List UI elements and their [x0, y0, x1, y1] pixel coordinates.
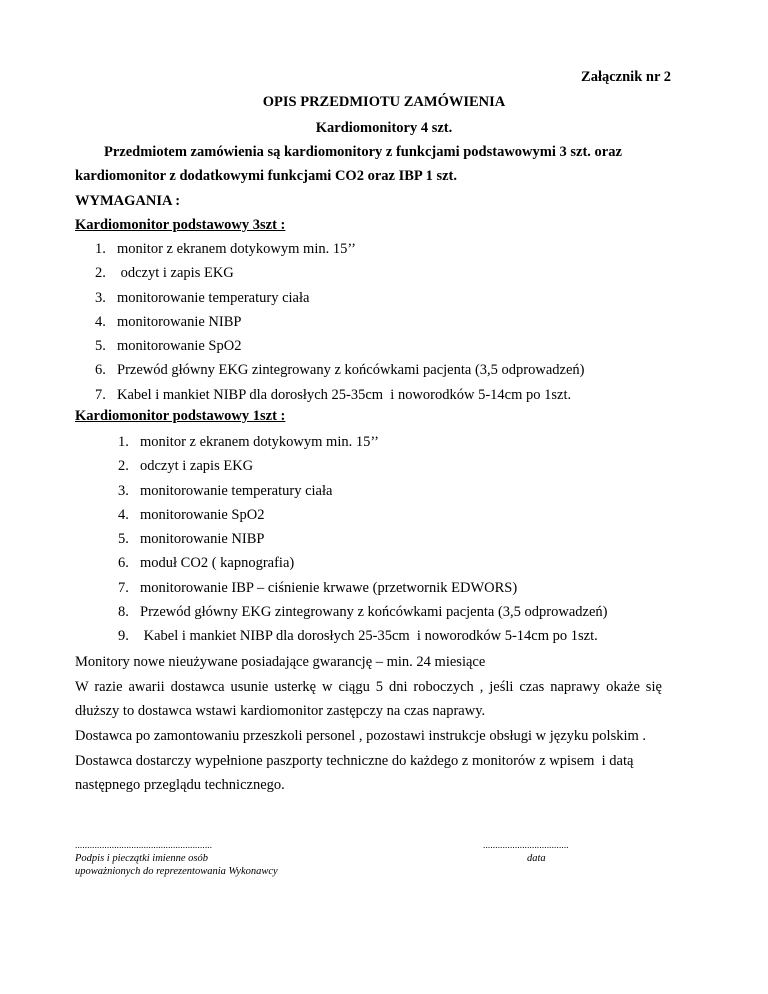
attachment-label: Załącznik nr 2: [581, 69, 671, 85]
list-item-text: Kabel i mankiet NIBP dla dorosłych 25-35cm i noworodków 5-14cm po 1szt.: [117, 386, 572, 403]
list-item-text: monitorowanie NIBP: [140, 531, 265, 548]
section2-title: Kardiomonitor podstawowy 1szt :: [75, 408, 286, 424]
signature-label-left: [75, 852, 278, 878]
list-item-text: monitor z ekranem dotykowym min. 15’’: [117, 241, 356, 257]
list-item: [95, 264, 584, 288]
warranty-paragraph: Monitory nowe nieużywane posiadające gwarancję – min. 24 miesiące: [75, 654, 486, 670]
list-item: [118, 457, 607, 481]
list-item-text: monitorowanie temperatury ciała: [140, 482, 333, 499]
list-item-text: moduł CO2 ( kapnografia): [140, 555, 295, 572]
list-item: [95, 386, 584, 410]
date-label: data: [527, 853, 546, 864]
list-item-number: 1.: [118, 434, 129, 450]
list-item-number: 1.: [95, 241, 106, 257]
passport-paragraph-line-2: następnego przeglądu technicznego.: [75, 777, 285, 793]
signature-label-line-1: Podpis i pieczątki imienne osób: [75, 853, 208, 864]
list-item: [118, 506, 607, 530]
list-item-text: monitorowanie temperatury ciała: [117, 289, 310, 306]
repair-paragraph-line-2: dłuższy to dostawca wstawi kardiomonitor zastępczy na czas naprawy.: [75, 703, 486, 719]
list-item-text: Kabel i mankiet NIBP dla dorosłych 25-35cm i noworodków 5-14cm po 1szt.: [140, 628, 598, 645]
list-item-number: 5.: [95, 338, 106, 355]
list-item-number: 4.: [95, 313, 106, 330]
list-item-text: odczyt i zapis EKG: [117, 265, 234, 282]
intro-line-1: Przedmiotem zamówienia są kardiomonitory z funkcjami podstawowymi 3 szt. oraz: [104, 144, 622, 160]
document-subtitle: Kardiomonitory 4 szt.: [315, 120, 453, 136]
list-item: [95, 289, 584, 313]
list-item: [118, 482, 607, 506]
list-item-number: 9.: [118, 628, 129, 645]
list-item-text: monitorowanie SpO2: [140, 506, 265, 523]
signature-line-left: ........................................................: [75, 840, 213, 850]
signature-line-right: ...................................: [483, 840, 569, 850]
passport-paragraph-line-1: Dostawca dostarczy wypełnione paszporty techniczne do każdego z monitorów z wpisem i datą: [75, 753, 634, 769]
list-item: [95, 361, 584, 385]
list-item: [118, 603, 607, 627]
list-item: [118, 554, 607, 578]
intro-line-2: kardiomonitor z dodatkowymi funkcjami CO2 oraz IBP 1 szt.: [75, 168, 457, 184]
repair-paragraph-line-1: W razie awarii dostawca usunie usterkę w ciągu 5 dni roboczych , jeśli czas naprawy okaże się: [75, 679, 662, 695]
list-item-number: 2.: [118, 458, 129, 475]
list-item-number: 4.: [118, 506, 129, 523]
list-item-text: monitorowanie NIBP: [117, 313, 242, 330]
list-item-text: monitorowanie SpO2: [117, 338, 242, 355]
list-item-text: Przewód główny EKG zintegrowany z końcówkami pacjenta (3,5 odprowadzeń): [117, 362, 585, 379]
list-item-number: 7.: [95, 386, 106, 403]
list-item: [95, 240, 584, 264]
list-item: [118, 530, 607, 554]
list-item-text: monitor z ekranem dotykowym min. 15’’: [140, 434, 379, 450]
list-item-number: 3.: [118, 482, 129, 499]
list-item-number: 7.: [118, 579, 129, 596]
list-item-text: Przewód główny EKG zintegrowany z końcówkami pacjenta (3,5 odprowadzeń): [140, 604, 608, 621]
list-item: [95, 313, 584, 337]
list-item-number: 2.: [95, 265, 106, 282]
training-paragraph: Dostawca po zamontowaniu przeszkoli personel , pozostawi instrukcje obsługi w języku polskim .: [75, 728, 647, 744]
list-item: [118, 579, 607, 603]
list-item: [95, 337, 584, 361]
document-title: OPIS PRZEDMIOTU ZAMÓWIENIA: [262, 94, 506, 110]
list-item-number: 6.: [118, 555, 129, 572]
list-item-number: 5.: [118, 531, 129, 548]
list-item-text: odczyt i zapis EKG: [140, 458, 254, 475]
section2-list: [118, 433, 607, 652]
list-item-text: monitorowanie IBP – ciśnienie krwawe (przetwornik EDWORS): [140, 579, 518, 596]
list-item: [118, 627, 607, 651]
list-item-number: 8.: [118, 604, 129, 621]
section1-list: [95, 240, 584, 410]
list-item: [118, 433, 607, 457]
list-item-number: 6.: [95, 362, 106, 379]
signature-label-line-2: upoważnionych do reprezentowania Wykonawcy: [75, 866, 278, 877]
list-item-number: 3.: [95, 289, 106, 306]
section1-title: Kardiomonitor podstawowy 3szt :: [75, 217, 286, 233]
requirements-heading: WYMAGANIA :: [75, 193, 181, 209]
